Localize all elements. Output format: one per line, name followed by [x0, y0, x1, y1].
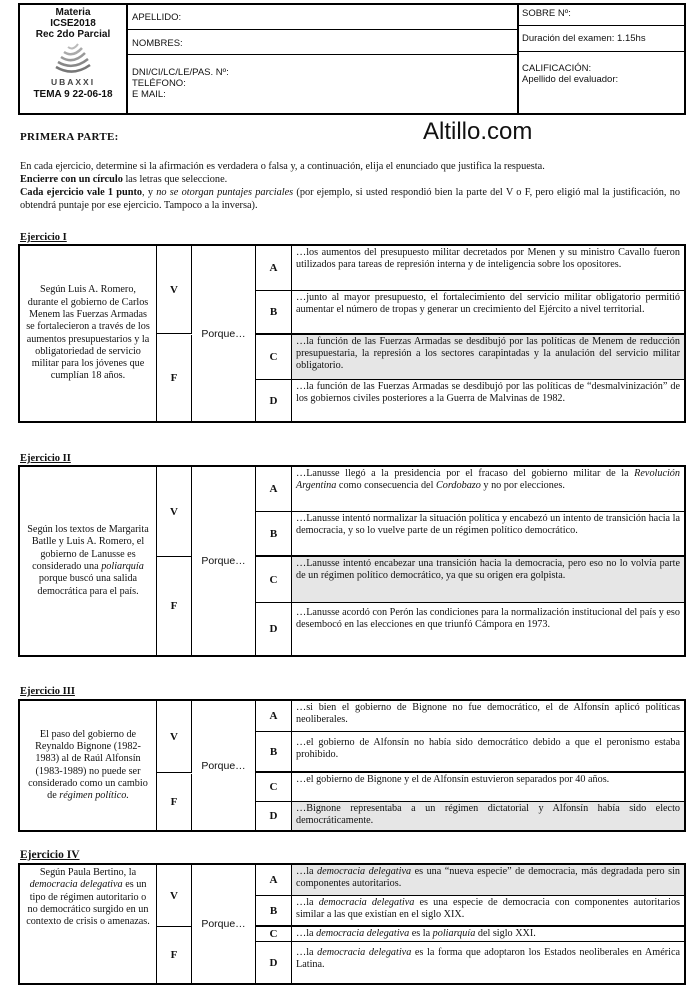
evaluador-field[interactable]: Apellido del evaluador:	[522, 74, 619, 85]
exercise-1-statement: Según Luis A. Romero, durante el gobierno de Carlos Menem las Fuerzas Armadas se fortalecieron a través de los aumentos presupuestarios y la obligatoriedad de servicio militar para los jóvenes que cumplían 18 años.	[20, 246, 157, 421]
porque-label: Porque…	[192, 467, 256, 655]
email-field[interactable]: E MAIL:	[132, 89, 166, 100]
exercise-3-option-b[interactable]: B …el gobierno de Alfonsín no había sido democrático debido a que el peronismo estaba prohibido.	[256, 732, 684, 773]
porque-label: Porque…	[192, 865, 256, 983]
exercise-1-option-a[interactable]: A …los aumentos del presupuesto militar decretados por Menen y su ministro Cavallo fueron utilizados para tareas de represión interna y de inteligencia sobre los opositores.	[256, 246, 684, 291]
exercise-4-false-option[interactable]: F	[157, 927, 192, 983]
exercise-2-option-d[interactable]: D …Lanusse acordó con Perón las condiciones para la normalización institucional del país y eso desembocó en las elecciones en que triunfó Cámpora en 1973.	[256, 603, 684, 655]
exercise-2-option-a[interactable]: A …Lanusse llegó a la presidencia por el fracaso del gobierno militar de la Revolución Argentina como consecuencia del Cordobazo y no por elecciones.	[256, 467, 684, 512]
exercise-2-option-c[interactable]: C …Lanusse intentó encabezar una transición hacia la democracia, pero eso no lo volvía parte de un régimen político democrático, ya que su origen era golpista.	[256, 557, 684, 603]
exercise-3-table	[18, 699, 686, 832]
porque-label: Porque…	[192, 701, 256, 830]
logo-text: UBAXXI	[50, 77, 96, 87]
exercise-1-title: Ejercicio I	[20, 232, 67, 243]
dni-field[interactable]: DNI/CI/LC/LE/PAS. Nº:	[132, 67, 229, 78]
instructions-2: Cada ejercicio vale 1 punto, y no se otorgan puntajes parciales (por ejemplo, si usted respondió bien la parte del V o F, pero eligió mal la justificación, no obtendrá puntaje por ese ejercicio. Tampoco a la inversa).	[20, 187, 681, 211]
exercise-2-title: Ejercicio II	[20, 453, 71, 464]
exercise-1-option-b[interactable]: B …junto al mayor presupuesto, el fortalecimiento del servicio militar obligatorio permitió aumentar el número de tropas y generar un crecimiento del Ejército a nivel territorial.	[256, 291, 684, 335]
calificacion-field[interactable]: CALIFICACIÓN:	[522, 63, 592, 74]
exercise-1-option-d[interactable]: D …la función de las Fuerzas Armadas se desdibujó por las políticas de “desmalvinización” de los gobiernos civiles posteriores a la Guerra de Malvinas de 1982.	[256, 380, 684, 421]
exercise-2-statement: Según los textos de Margarita Batlle y Luis A. Romero, el gobierno de Lanusse es considerado una poliarquía porque buscó una salida democrática para el país.	[20, 467, 157, 655]
duracion-label: Duración del examen: 1.15hs	[522, 33, 646, 44]
exercise-2-option-b[interactable]: B …Lanusse intentó normalizar la situación política y encabezó un intento de transición hacia la democracia, y so lo vuelve parte de un régimen político democrático.	[256, 512, 684, 557]
exam-header	[18, 3, 686, 115]
instructions-1: En cada ejercicio, determine si la afirmación es verdadera o falsa y, a continuación, elija el enunciado que justifica la respuesta. Encierre con un círculo las letras que seleccione.	[20, 161, 545, 185]
exercise-4-statement: Según Paula Bertino, la democracia delegativa es un tipo de régimen autoritario o no democrático surgido en un contexto de crisis o amenazas.	[20, 865, 157, 983]
exercise-4-option-d[interactable]: D …la democracia delegativa es la forma que adoptaron los Estados neoliberales en América Latina.	[256, 942, 684, 983]
course-info	[20, 5, 126, 113]
exercise-4-option-a[interactable]: A …la democracia delegativa es una “nueva especie” de democracia, más degradada pero sin componentes autoritarios.	[256, 865, 684, 896]
exercise-4-title: Ejercicio IV	[20, 849, 80, 861]
exercise-1-false-option[interactable]: F	[157, 335, 192, 421]
exercise-2-false-option[interactable]: F	[157, 557, 192, 655]
exercise-4-table	[18, 863, 686, 985]
exercise-3-true-option[interactable]: V	[157, 701, 192, 773]
sobre-field[interactable]: SOBRE Nº:	[522, 8, 571, 19]
exercise-1-true-option[interactable]: V	[157, 246, 192, 334]
ubaxxi-logo-icon	[54, 43, 92, 77]
porque-label: Porque…	[192, 246, 256, 421]
exercise-1-option-c[interactable]: C …la función de las Fuerzas Armadas se desdibujó por las políticas de Menem de reducción presupuestaria, la represión a los sectores carapintadas y la anulación del servicio militar obligatorio.	[256, 335, 684, 380]
telefono-field[interactable]: TELÉFONO:	[132, 78, 186, 89]
nombres-field[interactable]: NOMBRES:	[132, 38, 183, 49]
exercise-3-option-d[interactable]: D …Bignone representaba a un régimen dictatorial y Alfonsín había sido electo democráticamente.	[256, 802, 684, 830]
exercise-4-option-b[interactable]: B …la democracia delegativa es una especie de democracia con componentes autoritarios similar a las que existían en el siglo XIX.	[256, 896, 684, 927]
exercise-2-true-option[interactable]: V	[157, 467, 192, 557]
exercise-3-option-c[interactable]: C …el gobierno de Bignone y el de Alfonsín estuvieron separados por 40 años.	[256, 773, 684, 802]
exercise-3-false-option[interactable]: F	[157, 774, 192, 830]
exercise-2-table	[18, 465, 686, 657]
tema-label: TEMA 9 22-06-18	[33, 89, 113, 100]
exercise-3-statement: El paso del gobierno de Reynaldo Bignone (1982-1983) al de Raúl Alfonsín (1983-1989) no puede ser considerado como un cambio de régimen político.	[20, 701, 157, 830]
apellido-field[interactable]: APELLIDO:	[132, 12, 182, 23]
exercise-3-title: Ejercicio III	[20, 686, 75, 697]
section-title: PRIMERA PARTE:	[20, 131, 119, 143]
course-code: ICSE2018	[50, 18, 96, 29]
materia-label: Materia	[55, 7, 91, 18]
exercise-3-option-a[interactable]: A …si bien el gobierno de Bignone no fue democrático, el de Alfonsín aplicó políticas neoliberales.	[256, 701, 684, 732]
exercise-4-true-option[interactable]: V	[157, 865, 192, 927]
watermark: Altillo.com	[423, 118, 533, 145]
exercise-4-option-c[interactable]: C …la democracia delegativa es la poliarquía del siglo XXI.	[256, 927, 684, 942]
exercise-1-table	[18, 244, 686, 423]
exam-name: Rec 2do Parcial	[35, 29, 111, 40]
